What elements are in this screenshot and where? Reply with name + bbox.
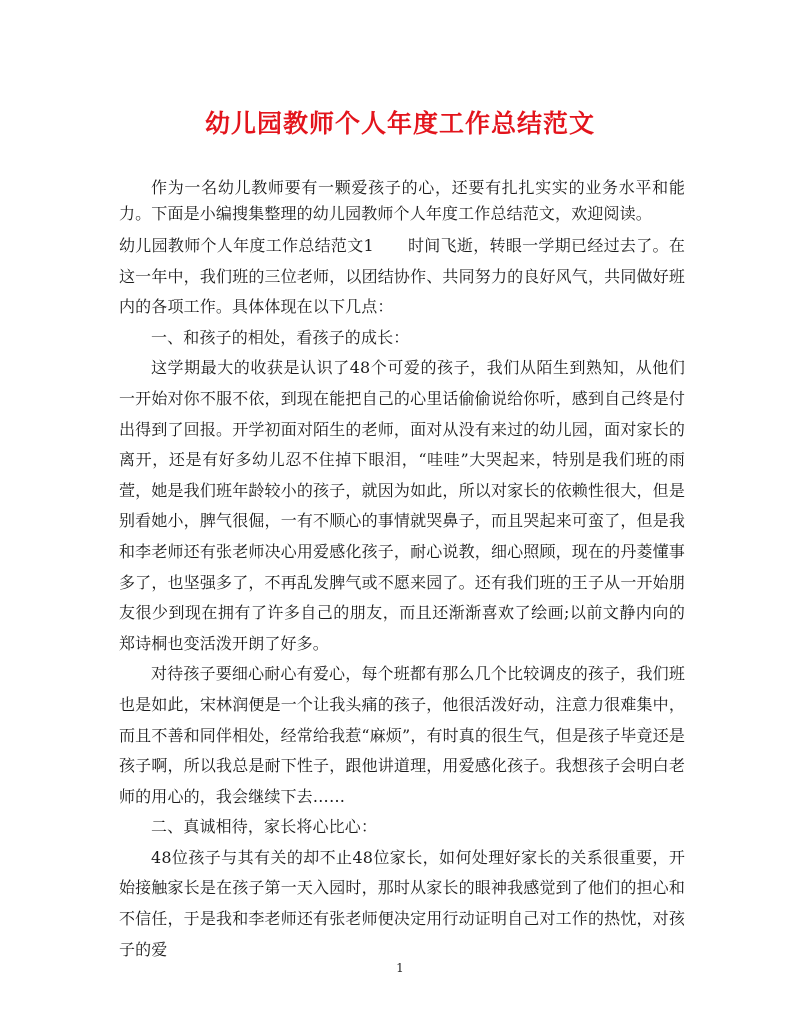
section1-paragraph-2: 对待孩子要细心耐心有爱心，每个班都有那么几个比较调皮的孩子，我们班也是如此，宋林润便是一个让我头痛的孩子，他很活泼好动，注意力很难集中，而且不善和同伴相处，经常给我惹“麻烦”，有时真的很生气，但是孩子毕竟还是孩子啊，所以我总是耐下性子，跟他讲道理，用爱感化孩子。我想孩子会明白老师的用心的，我会继续下去…… bbox=[119, 664, 685, 806]
document-body bbox=[119, 175, 685, 965]
page-number: 1 bbox=[396, 961, 404, 975]
section2-paragraph-1: 48位孩子与其有关的却不止48位家长，如何处理好家长的关系很重要，开始接触家长是在孩子第一天入园时，那时从家长的眼神我感觉到了他们的担心和不信任，于是我和李老师还有张老师便决定用行动证明自己对工作的热忱，对孩子的爱 bbox=[119, 847, 685, 959]
article-heading: 幼儿园教师个人年度工作总结范文1 bbox=[119, 236, 374, 255]
section1-paragraph-1: 这学期最大的收获是认识了48个可爱的孩子，我们从陌生到熟知，从他们一开始对你不服不依，到现在能把自己的心里话偷偷说给你听，感到自己终是付出得到了回报。开学初面对陌生的老师，面对从没有来过的幼儿园，面对家长的离开，还是有好多幼儿忍不住掉下眼泪，“哇哇”大哭起来，特别是我们班的雨萱，她是我们班年龄较小的孩子，就因为如此，所以对家长的依赖性很大，但是别看她小，脾气很倔，一有不顺心的事情就哭鼻子，而且哭起来可蛮了，但是我和李老师还有张老师决心用爱感化孩子，耐心说教，细心照顾，现在的丹菱懂事多了，也坚强多了，不再乱发脾气或不愿来园了。还有我们班的王子从一开始朋友很少到现在拥有了许多自己的朋友，而且还渐渐喜欢了绘画;以前文静内向的郑诗桐也变活泼开朗了好多。 bbox=[119, 358, 685, 653]
intro-paragraph: 作为一名幼儿教师要有一颗爱孩子的心，还要有扎扎实实的业务水平和能力。下面是小编搜集整理的幼儿园教师个人年度工作总结范文，欢迎阅读。 bbox=[119, 178, 685, 223]
document-title: 幼儿园教师个人年度工作总结范文 bbox=[204, 109, 595, 138]
section-heading-1: 一、和孩子的相处，看孩子的成长： bbox=[151, 327, 410, 347]
article-opening-text: 时间飞逝，转眼一学期已经过去了。在这一年中，我们班的三位老师，以团结协作、共同努力的良好风气，共同做好班内的各项工作。具体体现在以下几点： bbox=[119, 236, 685, 317]
article-paragraph bbox=[119, 231, 685, 323]
section-heading-2: 二、真诚相待，家长将心比心： bbox=[151, 817, 378, 837]
